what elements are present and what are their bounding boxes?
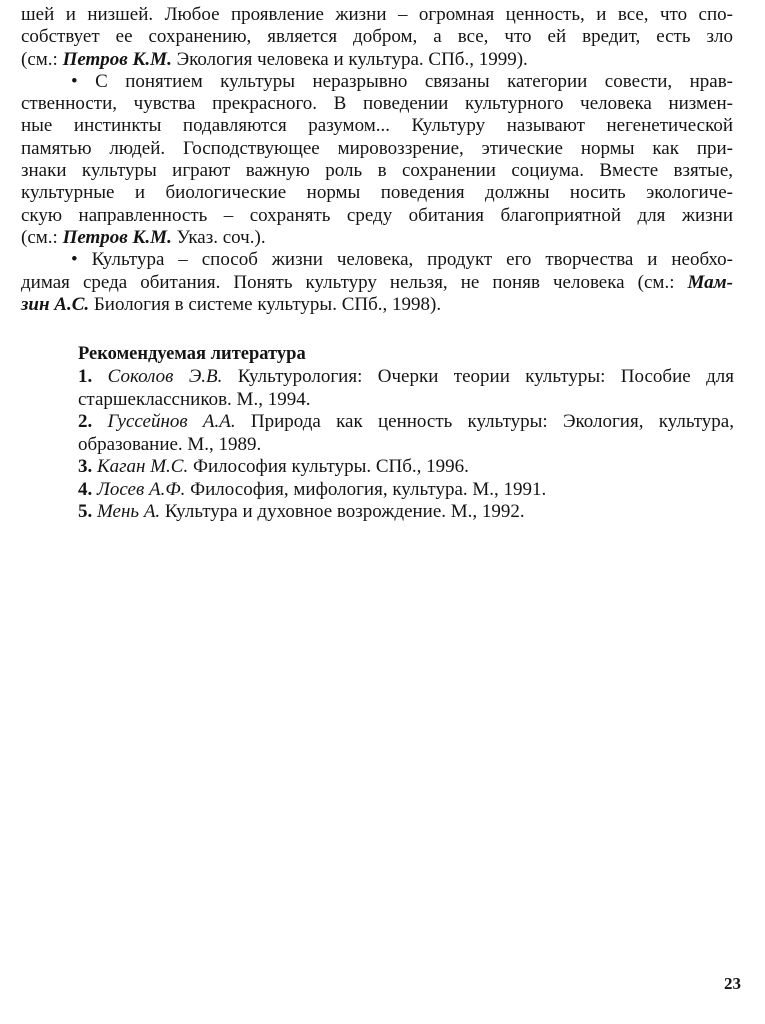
reference-item: 2. Гуссейнов А.А. Природа как ценность культуры: Экология, культура, [78,411,734,432]
body-line: димая среда обитания. Понять культуру нельзя, не поняв человека (см.: Мам- [21,271,733,293]
author-citation: Петров К.М. [62,226,172,248]
author-citation: Мам- [687,271,733,293]
body-line: зин А.С. Биология в системе культуры. СПб., 1998). [21,293,442,315]
body-line: (см.: Петров К.М. Экология человека и культура. СПб., 1999). [21,48,528,70]
body-text [21,4,733,316]
reference-item: 4. Лосев А.Ф. Философия, мифология, культура. М., 1991. [78,478,547,500]
body-line: ственности, чувства прекрасного. В поведении культурного человека низмен- [21,93,733,115]
body-line: • Культура – способ жизни человека, продукт его творчества и необхо- [71,249,733,271]
body-line: • С понятием культуры неразрывно связаны категории совести, нрав- [71,70,733,92]
body-line: памятью людей. Господствующее мировоззрение, этические нормы как при- [21,137,733,159]
references-heading: Рекомендуемая литература [78,344,306,364]
body-line: (см.: Петров К.М. Указ. соч.). [21,226,266,248]
reference-item: 3. Каган М.С. Философия культуры. СПб., 1996. [78,456,469,477]
reference-item: 1. Соколов Э.В. Культурология: Очерки теории культуры: Пособие для [78,366,734,387]
reference-item: 5. Мень А. Культура и духовное возрождение. М., 1992. [78,501,525,522]
reference-item-continuation: образование. М., 1989. [78,433,262,455]
body-line: культурные и биологические нормы поведения должны носить экологиче- [21,182,733,204]
author-citation: Петров К.М. [62,48,172,70]
body-line: знаки культуры играют важную роль в сохранении социума. Вместе взятые, [21,160,733,182]
reference-author: Мень А. [97,501,161,522]
reference-author: Соколов Э.В. [107,366,223,387]
reference-item-continuation: старшеклассников. М., 1994. [78,388,311,410]
body-line: скую направленность – сохранять среду обитания благоприятной для жизни [21,204,733,226]
author-citation: зин А.С. [21,293,90,315]
body-line: шей и низшей. Любое проявление жизни – огромная ценность, и все, что спо- [21,4,733,25]
page-number: 23 [724,974,741,993]
body-line: собствует ее сохранению, является добром, а все, что ей вредит, есть зло [21,26,733,48]
reference-author: Лосев А.Ф. [97,478,186,500]
references-list [78,366,734,524]
body-line: ные инстинкты подавляются разумом... Культуру называют негенетической [21,115,733,137]
reference-author: Каган М.С. [97,456,189,477]
reference-author: Гуссейнов А.А. [107,411,236,432]
